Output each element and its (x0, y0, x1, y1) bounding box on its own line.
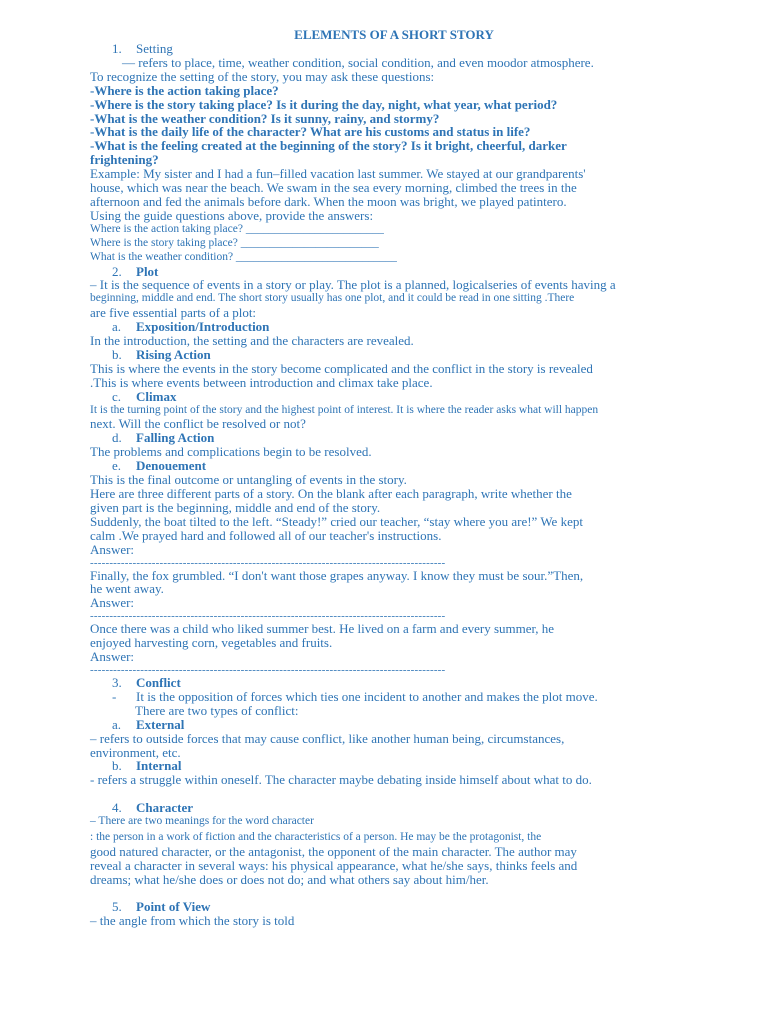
setting-example: house, which was near the beach. We swam in the sea every morning, climbed the trees in the (90, 180, 577, 196)
conflict-type-text: environment, etc. (90, 744, 181, 760)
answer-label: Answer: (90, 595, 135, 611)
plot-definition: – It is the sequence of events in a story or play. The plot is a planned, logicalseries of events having a (90, 277, 616, 293)
story-paragraph: he went away. (90, 581, 164, 597)
answer-label: Answer: (90, 649, 135, 665)
spacer (90, 787, 698, 801)
plot-part-text: In the introduction, the setting and the characters are revealed. (90, 333, 414, 349)
plot-task: given part is the beginning, middle and end of the story. (90, 499, 381, 515)
plot-definition: beginning, middle and end. The short story usually has one plot, and it could be read in one sitting .There (90, 292, 575, 305)
answer-line: -------------------------------------------------------------------------------------------- (90, 663, 446, 676)
story-paragraph: enjoyed harvesting corn, vegetables and fruits. (90, 635, 333, 651)
setting-example: afternoon and fed the animals before dark. When the moon was bright, we played patintero. (90, 193, 567, 209)
conflict-type-heading: b. Internal (112, 758, 182, 774)
setting-question: -Where is the story taking place? Is it during the day, night, what year, what period? (90, 96, 558, 112)
plot-part-text: next. Will the conflict be resolved or not? (90, 416, 306, 432)
section-setting-heading: 1. Setting (112, 41, 173, 56)
answer-line: -------------------------------------------------------------------------------------------- (90, 556, 446, 569)
section-conflict-heading: 3. Conflict (112, 674, 181, 690)
plot-part-text: The problems and complications begin to be resolved. (90, 444, 372, 460)
story-paragraph: Once there was a child who liked summer best. He lived on a farm and every summer, he (90, 621, 555, 637)
page-title: ELEMENTS OF A SHORT STORY (294, 27, 494, 42)
character-definition: good natured character, or the antagonist, the opponent of the main character. The author may (90, 843, 577, 859)
section-pov-heading: 5. Point of View (112, 899, 211, 915)
conflict-type-text: – refers to outside forces that may cause conflict, like another human being, circumstances, (90, 730, 565, 746)
setting-intro: To recognize the setting of the story, you may ask these questions: (90, 68, 435, 84)
plot-part-text: This is the final outcome or untangling of events in the story. (90, 472, 407, 488)
plot-part-text: This is where the events in the story become complicated and the conflict in the story is revealed (90, 360, 593, 376)
conflict-type-heading: a. External (112, 716, 185, 732)
setting-guide: Using the guide questions above, provide the answers: (90, 207, 374, 223)
section-character-heading: 4. Character (112, 800, 194, 816)
plot-part-heading: d. Falling Action (112, 430, 215, 446)
plot-part-heading: b. Rising Action (112, 346, 211, 362)
plot-part-heading: e. Denouement (112, 458, 207, 474)
answer-line: -------------------------------------------------------------------------------------------- (90, 610, 446, 623)
plot-task: Here are three different parts of a story. On the blank after each paragraph, write whether the (90, 486, 572, 501)
setting-question: frightening? (90, 152, 159, 168)
plot-part-text: It is the turning point of the story and the highest point of interest. It is where the reader asks what will happen (90, 403, 599, 416)
answer-blank: Where is the action taking place? ________________________ (90, 222, 384, 235)
conflict-definition: - It is the opposition of forces which ties one incident to another and makes the plot move. (112, 688, 598, 704)
plot-part-heading: c. Climax (112, 388, 177, 404)
conflict-definition: There are two types of conflict: (135, 702, 299, 718)
character-definition: dreams; what he/she does or does not do; and what others say about him/her. (90, 871, 489, 887)
setting-question: -What is the daily life of the character? What are his customs and status in life? (90, 124, 531, 140)
story-paragraph: Suddenly, the boat tilted to the left. “Steady!” cried our teacher, “stay where you are!” We kept (90, 513, 583, 529)
pov-definition: – the angle from which the story is told (90, 913, 295, 929)
spacer (90, 887, 698, 901)
character-definition: – There are two meanings for the word character (90, 815, 314, 828)
section-plot-heading: 2. Plot (112, 263, 159, 279)
plot-part-text: .This is where events between introduction and climax take place. (90, 374, 433, 390)
plot-definition: are five essential parts of a plot: (90, 305, 257, 321)
answer-blank: What is the weather condition? ____________________________ (90, 250, 397, 263)
setting-question: -What is the feeling created at the beginning of the story? Is it bright, cheerful, darker (90, 138, 567, 154)
character-definition: : the person in a work of fiction and the characteristics of a person. He may be the protagonist, the (90, 830, 542, 843)
plot-part-heading: a. Exposition/Introduction (112, 319, 270, 335)
character-definition: reveal a character in several ways: his physical appearance, what he/she says, thinks feels and (90, 857, 578, 873)
conflict-type-text: - refers a struggle within oneself. The character maybe debating inside himself about what to do. (90, 772, 592, 788)
setting-example: Example: My sister and I had a fun–filled vacation last summer. We stayed at our grandparents' (90, 166, 586, 182)
story-paragraph: Finally, the fox grumbled. “I don't want those grapes anyway. I know they must be sour.”Then, (90, 567, 584, 583)
answer-blank: Where is the story taking place? ________________________ (90, 236, 379, 249)
setting-definition: — refers to place, time, weather condition, social condition, and even moodor atmosphere. (122, 54, 594, 70)
setting-question: -Where is the action taking place? (90, 82, 279, 98)
story-paragraph: calm .We prayed hard and followed all of our teacher's instructions. (90, 527, 442, 543)
setting-question: -What is the weather condition? Is it sunny, rainy, and stormy? (90, 110, 440, 126)
answer-label: Answer: (90, 541, 135, 557)
